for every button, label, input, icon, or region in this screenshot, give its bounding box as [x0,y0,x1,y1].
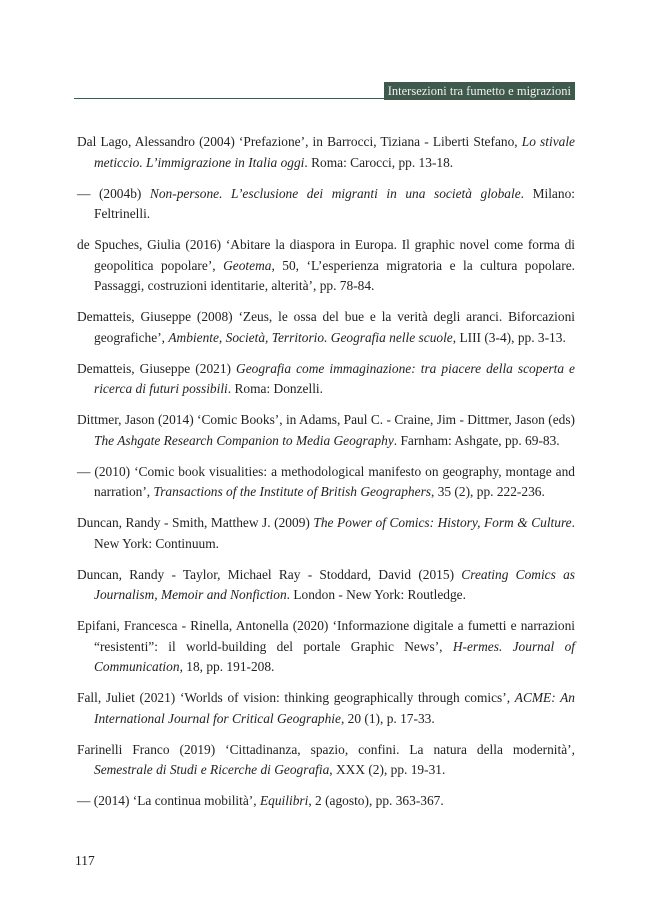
entry-title-italic: Non-persone. L’esclusione dei migranti in una società globale [149,185,521,201]
entry-title-italic: Transactions of the Institute of British Geographers [153,484,431,499]
entry-text: , 18, pp. 191-208. [179,659,275,674]
page-number: 117 [75,853,95,868]
entry-title-italic: Lo stivale meticcio. L’immigrazione in Italia oggi [94,134,575,170]
entry-text: . Roma: Carocci, pp. 13-18. [304,154,454,170]
bibliography-entry [77,359,575,400]
bibliography-entry [77,565,575,606]
entry-title-italic: H-ermes. Journal of Communication [94,638,575,674]
bibliography-entry [77,740,575,781]
entry-text: . Milano: Feltrinelli. [94,185,575,221]
entry-text: , 50, ‘L’esperienza migratoria e la cultura popolare. Passaggi, costruzioni identitarie, alterità’, pp. 78-84. [94,257,576,293]
entry-text: . London - New York: Routledge. [286,587,466,602]
bibliography-entry [77,132,575,173]
entry-text: Dematteis, Giuseppe (2008) ‘Zeus, le ossa del bue e la verità degli aranci. Biforcazioni geografiche’, [77,309,575,345]
entry-text: Dematteis, Giuseppe (2021) [77,360,237,376]
entry-text: — (2010) ‘Comic book visualities: a methodological manifesto on geography, montage and narration’, [77,463,575,499]
entry-title-italic: The Power of Comics: History, Form & Culture [313,515,572,530]
entry-text: — (2004b) [77,185,150,201]
entry-text: Farinelli Franco (2019) ‘Cittadinanza, spazio, confini. La natura della modernità’, [77,741,575,757]
entry-text: , XXX (2), pp. 19-31. [329,762,446,777]
entry-text: Fall, Juliet (2021) ‘Worlds of vision: thinking geographically through comics’, [77,690,515,705]
bibliography-entry [77,462,575,503]
entry-text: Dittmer, Jason (2014) ‘Comic Books’, in Adams, Paul C. - Craine, Jim - Dittmer, Jason (eds) [77,412,575,427]
bibliography-entry [77,184,575,225]
bibliography-entry [77,410,575,451]
bibliography-entry [77,616,575,678]
bibliography-entry [77,688,575,729]
entry-text: . New York: Continuum. [94,515,575,551]
bibliography-entry [77,513,575,554]
entry-text: de Spuches, Giulia (2016) ‘Abitare la diaspora in Europa. Il graphic novel come forma di geopolitica popolare’, [77,237,575,273]
bibliography-entry [77,235,575,297]
entry-text: . Roma: Donzelli. [227,381,324,396]
entry-text: Duncan, Randy - Smith, Matthew J. (2009) [77,515,314,530]
entry-text: Epifani, Francesca - Rinella, Antonella (2020) ‘Informazione digitale a fumetti e narrazioni “resistenti”: il world-building del portale Graphic News’, [77,618,575,654]
entry-title-italic: Geografia come immaginazione: tra piacere della scoperta e ricerca di futuri possibili [94,360,576,396]
entry-title-italic: Creating Comics as Journalism, Memoir and Nonfiction [94,566,575,602]
bibliography-entry [77,307,575,348]
entry-title-italic: ACME: An International Journal for Critical Geographie [94,690,575,726]
entry-text: Dal Lago, Alessandro (2004) ‘Prefazione’, in Barrocci, Tiziana - Liberti Stefano, [77,134,522,149]
entry-title-italic: Geotema [223,257,272,273]
entry-title-italic: Ambiente, Società, Territorio. Geografia nelle scuole [168,329,453,345]
entry-text: . Farnham: Ashgate, pp. 69-83. [393,432,560,448]
bibliography-list [77,132,575,822]
running-header-title: Intersezioni tra fumetto e migrazioni [384,82,575,100]
bibliography-entry [77,791,575,812]
entry-title-italic: Equilibri [259,793,309,808]
entry-text: Duncan, Randy - Taylor, Michael Ray - Stoddard, David (2015) [77,566,462,582]
entry-text: , LIII (3-4), pp. 3-13. [452,329,566,345]
entry-title-italic: The Ashgate Research Companion to Media Geography [94,432,394,448]
entry-text: , 35 (2), pp. 222-236. [431,484,545,499]
entry-title-italic: Semestrale di Studi e Ricerche di Geografia [94,762,330,777]
entry-text: , 20 (1), p. 17-33. [340,710,435,726]
entry-text: , 2 (agosto), pp. 363-367. [308,793,444,808]
entry-text: — (2014) ‘La continua mobilità’, [77,793,260,808]
header-rule [74,98,575,99]
